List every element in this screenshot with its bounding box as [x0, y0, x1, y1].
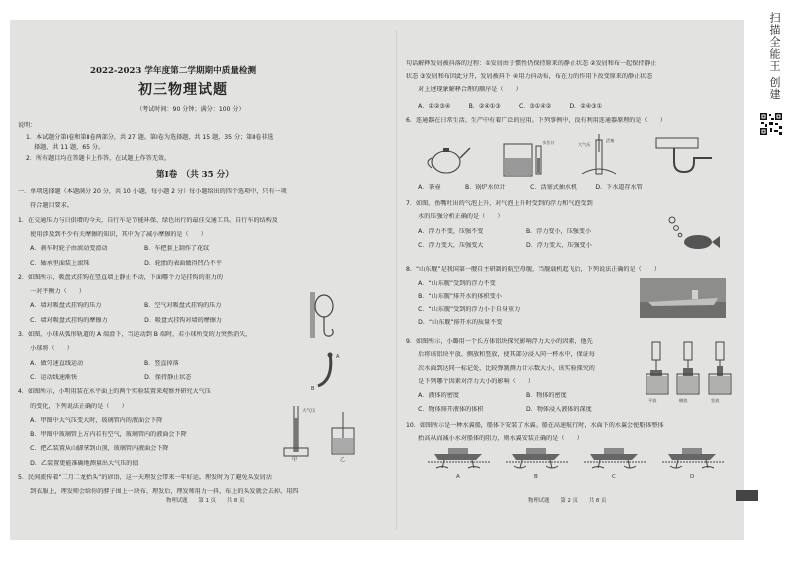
footer-page-2: 物理试题 第 2 页 共 8 页 [528, 498, 607, 504]
label-flat: 平放 [648, 398, 657, 403]
page-2-line-3: 对上述现象解释合理的顺序是（ ） [406, 86, 522, 93]
page-2-line-2: 状态 ③发屑和布因此分开，发屑被抖下 ④用力抖动布，布在力的作用下改变原来的静止状态 [406, 73, 653, 80]
page-2-line-19: 是下列哪个因素对浮力大小的影响（ ） [406, 378, 534, 385]
arc-track-shape [318, 353, 331, 386]
footer-page-1: 物理试题 第 1 页 共 8 页 [166, 498, 245, 504]
hydrofoil-figures [428, 440, 728, 480]
hydrofoil-a [428, 448, 490, 468]
point-label-b: B [311, 386, 315, 392]
page-2-line-8: 水的压强分析正确的是（ ） [406, 213, 504, 220]
page-2-line-10: C．浮力变大，压强变大 D．浮力变大，压强变小 [406, 242, 592, 249]
setup-side [677, 342, 699, 404]
page-1-line-12: 小球将（ ） [18, 345, 73, 353]
binding-tab [736, 490, 758, 501]
page-1-line-11: 3．如图，小球从弧形轨道的 A 端滑下，当运动到 B 端时，若小球所受的力突然消失， [18, 331, 252, 338]
page-2-line-18: 次水面到达同一标记处，比较弹簧测力计示数大小，该实验探究的 [406, 365, 595, 372]
page-2-line-21: C．物体排开液体的体积 D．物体浸入液体的深度 [406, 406, 592, 413]
teapot-figure [428, 148, 470, 173]
label-side: 侧放 [679, 398, 688, 403]
page-1-line-22: 到衣服上，理发师会给你的脖子围上一块布，理发后，理发师用力一抖，布上的头发就会去掉。用四 [18, 488, 299, 496]
arc-track-figure [308, 350, 348, 392]
point-label-a: A [336, 354, 340, 360]
page-2-line-17: 后将该铝块平放、侧放和竖放，使其部分浸入同一杯水中，保证每 [406, 351, 595, 358]
q6-figures [424, 134, 734, 182]
boiler-gauge-figure [504, 139, 555, 176]
q10-label-c: C [612, 474, 616, 480]
label-yi: 乙 [340, 457, 346, 462]
label-piston: 活塞 [606, 138, 615, 143]
page-2-line-13: B．“山东舰”排开水的体积变小 [406, 293, 502, 300]
page-1-line-13: A．做匀速直线运动 B．竖直掉落 [18, 359, 179, 367]
page-1-line-3: 1．在交通压力与日俱增的今天，自行车是节能环保、绿色出行的最佳交通工具。自行车的结构及 [18, 216, 278, 224]
page-2-line-12: A．“山东舰”受到的浮力不变 [406, 280, 496, 287]
page-fold-divider [396, 30, 397, 530]
suction-cup-shape [315, 295, 333, 317]
page-2-line-11: 8．“山东舰”是我国第一艘自主研制的航空母舰，当舰载机起飞后，下列说法正确的是（ ） [406, 266, 660, 273]
q10-label-a: A [456, 474, 460, 480]
section-title: 第Ⅰ卷 （共 35 分） [156, 170, 234, 180]
ball-shape [328, 353, 333, 358]
mercury-column [294, 418, 298, 452]
fish-bubble-figure [654, 214, 724, 254]
page-2-line-23: 抬高从而减小水对船体的阻力，则水翼安装正确的是（ ） [406, 435, 583, 442]
page-2-line-22: 10．如图所示是一种水翼船，船体下安装了水翼。船在高速航行时，水面下的水翼会使船体整体 [406, 422, 664, 429]
page-1-line-2: 符合题目要求。 [18, 202, 73, 210]
setup-upright [709, 342, 731, 404]
explain-label: 说明： [18, 122, 37, 129]
drain-trap-figure [656, 138, 712, 172]
page-2-line-4: A．①②③④ B．②④①③ C．③①④② D．②④③① [406, 103, 603, 110]
label-gauge: 水位计 [542, 140, 555, 145]
page-1-line-9: A．墙对吸盘式挂钩的压力 B．空气对吸盘式挂钩的压力 [18, 302, 222, 310]
carrier-photo [640, 278, 726, 318]
page-1-line-4: 使用涉及到不少有关摩擦的知识，其中为了减小摩擦的是（ ） [18, 230, 207, 238]
page-1-line-19: C．把乙装置从山脚拿到山顶，玻璃管内液面会下降 [18, 445, 169, 453]
page-2-line-5: 6．连通器在日常生活、生产中有着广泛的应用。下列事例中，没有利用连通器原理的是（ ） [406, 117, 666, 124]
piston-pump-figure [578, 134, 616, 174]
note-line-1: 1．本试题分第Ⅰ卷和第Ⅱ卷两部分，共 27 题。第Ⅰ卷为选择题，共 15 题，35 分；第Ⅱ卷非选 [26, 134, 274, 141]
page-1-line-5: A．刹车时轮子由滚动变滑动 B．车把套上制作了花纹 [18, 245, 210, 253]
page-1-line-17: A．甲图中大气压变大时，玻璃管内的液面会下降 [18, 416, 163, 424]
barometer-figure [280, 402, 370, 462]
qr-code-icon [759, 112, 783, 136]
page-1-line-6: C．轴承里面装上滚珠 D．轮胎的表面做得凹凸不平 [18, 259, 222, 267]
label-upright: 竖放 [711, 398, 720, 403]
exam-title-year: 2022-2023 学年度第二学期期中质量检测 [90, 66, 257, 76]
note-line-2: 择题，共 11 题，65 分。 [34, 144, 105, 151]
page-2-line-6: A．茶壶 B．锅炉水位计 C．活塞式抽水机 D．下水道存水管 [406, 184, 643, 191]
page-1-line-8: 一对平衡力（ ） [18, 288, 86, 296]
page-2-line-9: A．浮力不变，压强不变 B．浮力变小，压强变小 [406, 228, 592, 235]
bottle-liquid [333, 438, 353, 453]
page-2-line-14: C．“山东舰”受到的浮力小于自身重力 [406, 306, 521, 313]
hydrofoil-c [584, 448, 646, 468]
exam-meta: （考试时间：90 分钟；满分：100 分） [136, 106, 245, 113]
hook-shape [324, 317, 333, 336]
scanned-exam-sheet [10, 20, 744, 540]
q10-label-d: D [690, 474, 695, 480]
page-2-line-7: 7．如图，鱼嘴吐出的气泡上升，对气泡上升时受到的浮力和气泡受到 [406, 200, 593, 207]
page-2-line-1: 句话解释发屑被抖落的过程：①发屑由于惯性仍保持原来的静止状态 ②发屑和布一起保持静止 [406, 60, 657, 67]
page-1-line-10: C．墙对吸盘式挂钩的摩擦力 D．吸盘式挂钩对墙的摩擦力 [18, 316, 222, 324]
page-1-line-21: 5．民间流传着“二月二龙抬头”的谚语，这一天理发会带来一年好运。理发时为了避免头发屑沾 [18, 474, 272, 481]
page-2-line-20: A．液体的密度 B．物体的密度 [406, 392, 567, 399]
spring-scale-figure [646, 340, 738, 404]
air-pressure-label: 大气压 [302, 409, 316, 414]
label-jia: 甲 [292, 457, 298, 462]
suction-hook-figure [308, 290, 348, 342]
wall-shape [310, 292, 315, 338]
page-1-line-16: 的变化，下列说法正确的是（ ） [18, 402, 128, 410]
page-2-line-15: D．“山东舰”排开水的质量不变 [406, 319, 503, 326]
hydrofoil-b [506, 448, 568, 468]
label-atm: 大气压 [578, 142, 591, 147]
note-line-3: 2．所有题目均在答题卡上作答，在试题上作答无效。 [26, 155, 171, 162]
hydrofoil-d [662, 448, 724, 468]
q10-label-b: B [534, 474, 538, 480]
page-1-line-1: 一．单项选择题（本题满分 20 分，共 10 小题，每小题 2 分）每小题给出的四个选项中，只有一项 [18, 188, 287, 195]
scanner-watermark: 扫描全能王 创建 [768, 12, 781, 101]
page-1-line-7: 2．如图所示，吸盘式挂钩在竖直墙上静止不动，下面哪个力是挂钩的重力的 [18, 273, 223, 281]
exam-title-subject: 初三物理试题 [138, 82, 228, 98]
page-1-line-14: C．运动线速渐快 D．保持静止状态 [18, 373, 192, 381]
setup-flat [646, 342, 668, 404]
page-1-line-20: D．乙装置更能准确地测量出大气压的值 [18, 459, 139, 467]
page-1-line-15: 4．如图所示，小明用装在水平面上的两个实验装置来观察并研究大气压 [18, 388, 211, 396]
page-1-line-18: B．甲图中玻璃管上方内若有空气，玻璃管内的液面会下降 [18, 431, 187, 439]
page-2-line-16: 9．如图所示，小璐用一个长方体铝块探究影响浮力大小的因素，他先 [406, 338, 593, 345]
